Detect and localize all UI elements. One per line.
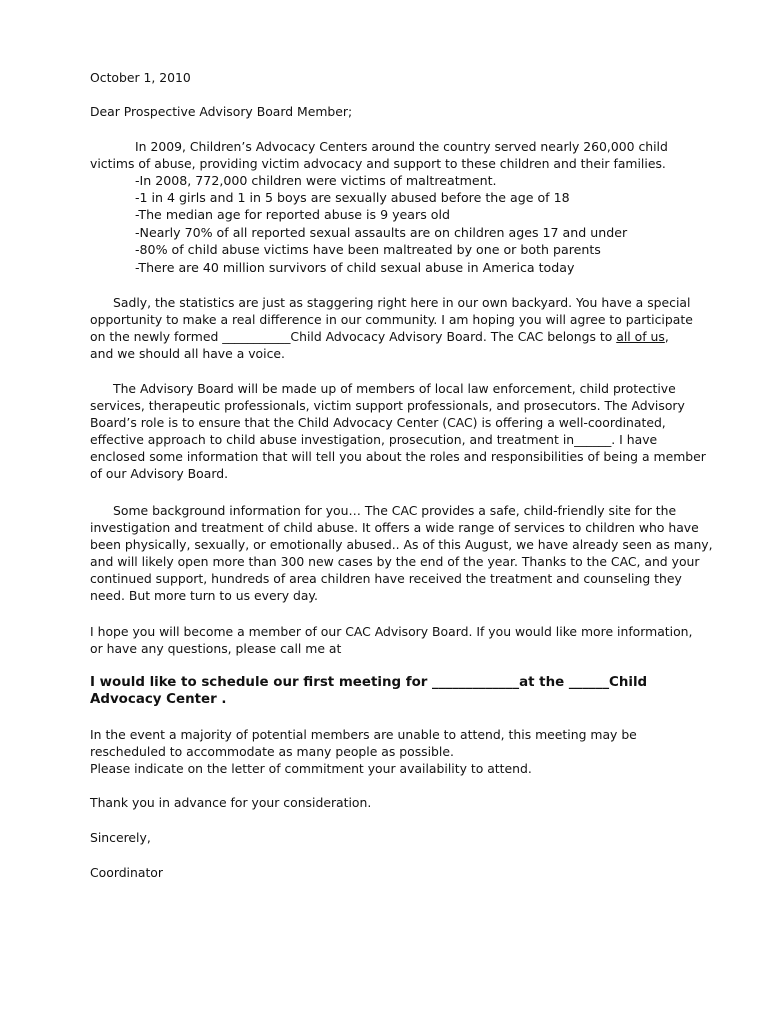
paragraph-text: , <box>664 329 669 344</box>
intro-line: victims of abuse, providing victim advocacy and support to these children and their families. <box>90 156 666 171</box>
statistic-item: -In 2008, 772,000 children were victims of maltreatment. <box>135 173 497 188</box>
paragraph-line: or have any questions, please call me at <box>90 641 342 656</box>
statistic-item: -Nearly 70% of all reported sexual assaults are on children ages 17 and under <box>135 225 628 240</box>
paragraph-line: Please indicate on the letter of commitment your availability to attend. <box>90 761 532 776</box>
paragraph-line: Some background information for you… The CAC provides a safe, child-friendly site for the <box>113 503 677 518</box>
intro-line: In 2009, Children’s Advocacy Centers around the country served nearly 260,000 child <box>135 139 668 154</box>
letter-date: October 1, 2010 <box>90 70 191 85</box>
paragraph-line: and we should all have a voice. <box>90 346 285 361</box>
paragraph-line: enclosed some information that will tell you about the roles and responsibilities of being a member <box>90 449 706 464</box>
paragraph-line: of our Advisory Board. <box>90 466 229 481</box>
statistic-item: -The median age for reported abuse is 9 years old <box>135 207 450 222</box>
statistic-item: -There are 40 million survivors of child sexual abuse in America today <box>135 260 575 275</box>
paragraph-line <box>90 328 669 345</box>
paragraph-line: rescheduled to accommodate as many people as possible. <box>90 744 454 759</box>
paragraph-text: on the newly formed ___________Child Advocacy Advisory Board. The CAC belongs to <box>90 329 617 344</box>
paragraph-line: Board’s role is to ensure that the Child Advocacy Center (CAC) is offering a well-coordinated, <box>90 415 666 430</box>
statistic-item: -80% of child abuse victims have been maltreated by one or both parents <box>135 242 601 257</box>
paragraph-line: effective approach to child abuse investigation, prosecution, and treatment in______. I have <box>90 432 658 447</box>
paragraph-line: I hope you will become a member of our CAC Advisory Board. If you would like more information, <box>90 624 693 639</box>
salutation: Dear Prospective Advisory Board Member; <box>90 104 353 119</box>
paragraph-line: services, therapeutic professionals, victim support professionals, and prosecutors. The Advisory <box>90 398 685 413</box>
underlined-text: all of us <box>616 329 665 344</box>
paragraph-line: investigation and treatment of child abuse. It offers a wide range of services to children who have <box>90 520 699 535</box>
paragraph-line: continued support, hundreds of area children have received the treatment and counseling they <box>90 571 682 586</box>
statistic-item: -1 in 4 girls and 1 in 5 boys are sexually abused before the age of 18 <box>135 190 570 205</box>
signature-title: Coordinator <box>90 865 163 880</box>
paragraph-line: The Advisory Board will be made up of members of local law enforcement, child protective <box>113 381 676 396</box>
closing: Sincerely, <box>90 830 151 845</box>
paragraph-line: opportunity to make a real difference in our community. I am hoping you will agree to participate <box>90 312 693 327</box>
paragraph-line: been physically, sexually, or emotionally abused.. As of this August, we have already seen as many, <box>90 537 713 552</box>
paragraph-line: need. But more turn to us every day. <box>90 588 318 603</box>
meeting-line: Advocacy Center . <box>90 692 227 707</box>
paragraph-line: In the event a majority of potential members are unable to attend, this meeting may be <box>90 727 637 742</box>
meeting-line: I would like to schedule our first meeting for _____________at the ______Child <box>90 675 648 690</box>
paragraph-line: and will likely open more than 300 new cases by the end of the year. Thanks to the CAC, and your <box>90 554 700 569</box>
thank-you-line: Thank you in advance for your consideration. <box>90 795 372 810</box>
paragraph-line: Sadly, the statistics are just as staggering right here in our own backyard. You have a special <box>113 295 691 310</box>
